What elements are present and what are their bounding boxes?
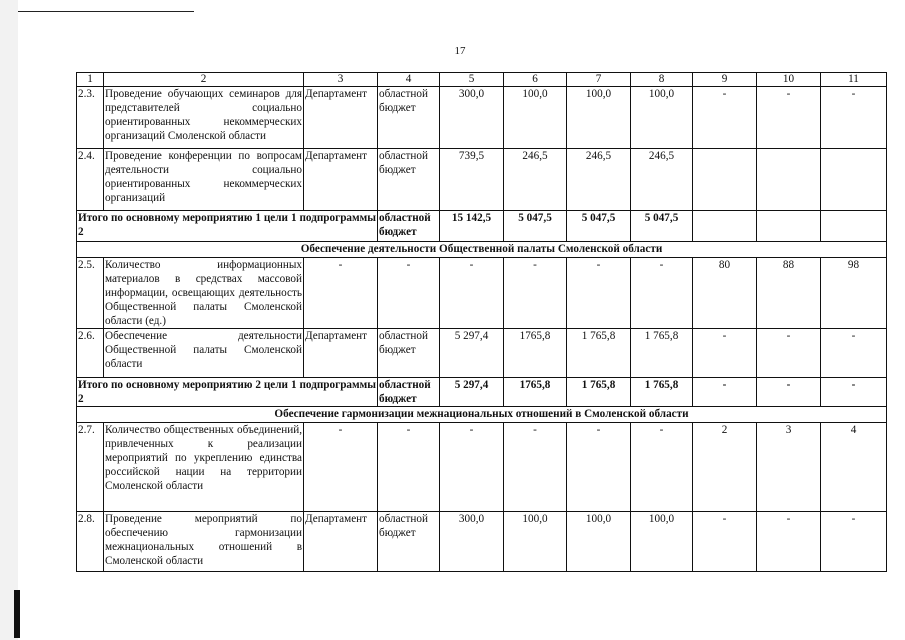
column-header: 10 [757,73,821,87]
executor: - [304,258,378,329]
value-cell: - [757,512,821,572]
value-cell: 2 [693,423,757,512]
value-cell: 5 297,4 [440,329,504,378]
table-row [77,258,887,329]
value-cell: - [440,423,504,512]
value-cell: 100,0 [567,512,631,572]
item-number: 2.4. [77,149,104,211]
value-cell: 100,0 [631,87,693,149]
value-cell: 739,5 [440,149,504,211]
value-cell: - [757,329,821,378]
item-number: 2.5. [77,258,104,329]
value-cell: 5 297,4 [440,378,504,407]
value-cell: 4 [821,423,887,512]
executor: Департамент [304,149,378,211]
value-cell [757,149,821,211]
value-cell: - [821,87,887,149]
value-cell: 88 [757,258,821,329]
value-cell: 98 [821,258,887,329]
item-name: Количество общественных объединений, привлеченных к реализации мероприятий по укреплению единства российской нации на территории Смоленской области [104,423,304,512]
value-cell: 5 047,5 [567,211,631,242]
executor: Департамент [304,87,378,149]
value-cell: - [821,512,887,572]
scan-artifact-line [18,11,194,12]
value-cell: 1 765,8 [567,329,631,378]
value-cell: - [821,329,887,378]
column-header: 3 [304,73,378,87]
budget-table [76,72,887,572]
value-cell: 246,5 [504,149,567,211]
table-row [77,423,887,512]
value-cell: 5 047,5 [631,211,693,242]
value-cell: 246,5 [567,149,631,211]
total-row [77,378,887,407]
column-header: 2 [104,73,304,87]
table-row [77,87,887,149]
section-header-row [77,242,887,258]
header-row [77,73,887,87]
column-header: 8 [631,73,693,87]
item-name: Проведение обучающих семинаров для представителей социально ориентированных некоммерческих организаций Смоленской области [104,87,304,149]
value-cell: - [440,258,504,329]
item-number: 2.8. [77,512,104,572]
value-cell: - [504,258,567,329]
value-cell: - [757,378,821,407]
column-header: 5 [440,73,504,87]
section-title: Обеспечение деятельности Общественной палаты Смоленской области [77,242,887,258]
value-cell: 1 765,8 [631,378,693,407]
value-cell: - [693,87,757,149]
column-header: 11 [821,73,887,87]
funding-source: областной бюджет [378,378,440,407]
item-name: Обеспечение деятельности Общественной палаты Смоленской области [104,329,304,378]
value-cell: 100,0 [504,512,567,572]
value-cell: 15 142,5 [440,211,504,242]
table-row [77,329,887,378]
value-cell: - [757,87,821,149]
item-number: 2.6. [77,329,104,378]
section-header-row [77,407,887,423]
column-header: 9 [693,73,757,87]
page-number: 17 [454,45,466,57]
item-number: 2.7. [77,423,104,512]
column-header: 7 [567,73,631,87]
section-title: Обеспечение гармонизации межнациональных отношений в Смоленской области [77,407,887,423]
item-number: 2.3. [77,87,104,149]
value-cell: - [631,258,693,329]
item-name: Количество информационных материалов в средствах массовой информации, освещающих деятельность Общественной палаты Смоленской области (ед.) [105,259,302,327]
value-cell: - [504,423,567,512]
value-cell: 5 047,5 [504,211,567,242]
table-row [77,512,887,572]
executor: - [304,423,378,512]
value-cell: 1765,8 [504,329,567,378]
value-cell: - [693,378,757,407]
value-cell: 100,0 [504,87,567,149]
table-row [77,149,887,211]
executor: Департамент [304,512,378,572]
value-cell: 246,5 [631,149,693,211]
value-cell: - [821,378,887,407]
total-label: Итого по основному мероприятию 1 цели 1 подпрограммы 2 [77,211,378,242]
column-header: 4 [378,73,440,87]
funding-source: областной бюджет [378,512,440,572]
funding-source: областной бюджет [378,149,440,211]
value-cell: - [693,512,757,572]
column-header: 6 [504,73,567,87]
funding-source: - [378,258,440,329]
value-cell: 1 765,8 [567,378,631,407]
value-cell: 3 [757,423,821,512]
value-cell: 100,0 [567,87,631,149]
funding-source: областной бюджет [378,87,440,149]
column-header: 1 [77,73,104,87]
value-cell: - [567,423,631,512]
value-cell [757,211,821,242]
value-cell: 1765,8 [504,378,567,407]
scan-artifact-bar [14,590,20,638]
executor: Департамент [304,329,378,378]
value-cell: 1 765,8 [631,329,693,378]
value-cell [693,211,757,242]
funding-source: областной бюджет [378,329,440,378]
value-cell [821,149,887,211]
value-cell: - [693,329,757,378]
funding-source: областной бюджет [378,211,440,242]
value-cell: - [631,423,693,512]
item-name: Проведение конференции по вопросам деятельности социально ориентированных некоммерческих организаций [104,149,304,211]
item-name: Проведение мероприятий по обеспечению гармонизации межнациональных отношений в Смоленской области [104,512,304,572]
value-cell [693,149,757,211]
value-cell: 100,0 [631,512,693,572]
value-cell: 300,0 [440,87,504,149]
total-label: Итого по основному мероприятию 2 цели 1 подпрограммы 2 [78,379,376,405]
value-cell: 300,0 [440,512,504,572]
total-row [77,211,887,242]
scan-edge [0,0,18,640]
funding-source: - [378,423,440,512]
value-cell [821,211,887,242]
value-cell: - [567,258,631,329]
value-cell: 80 [693,258,757,329]
